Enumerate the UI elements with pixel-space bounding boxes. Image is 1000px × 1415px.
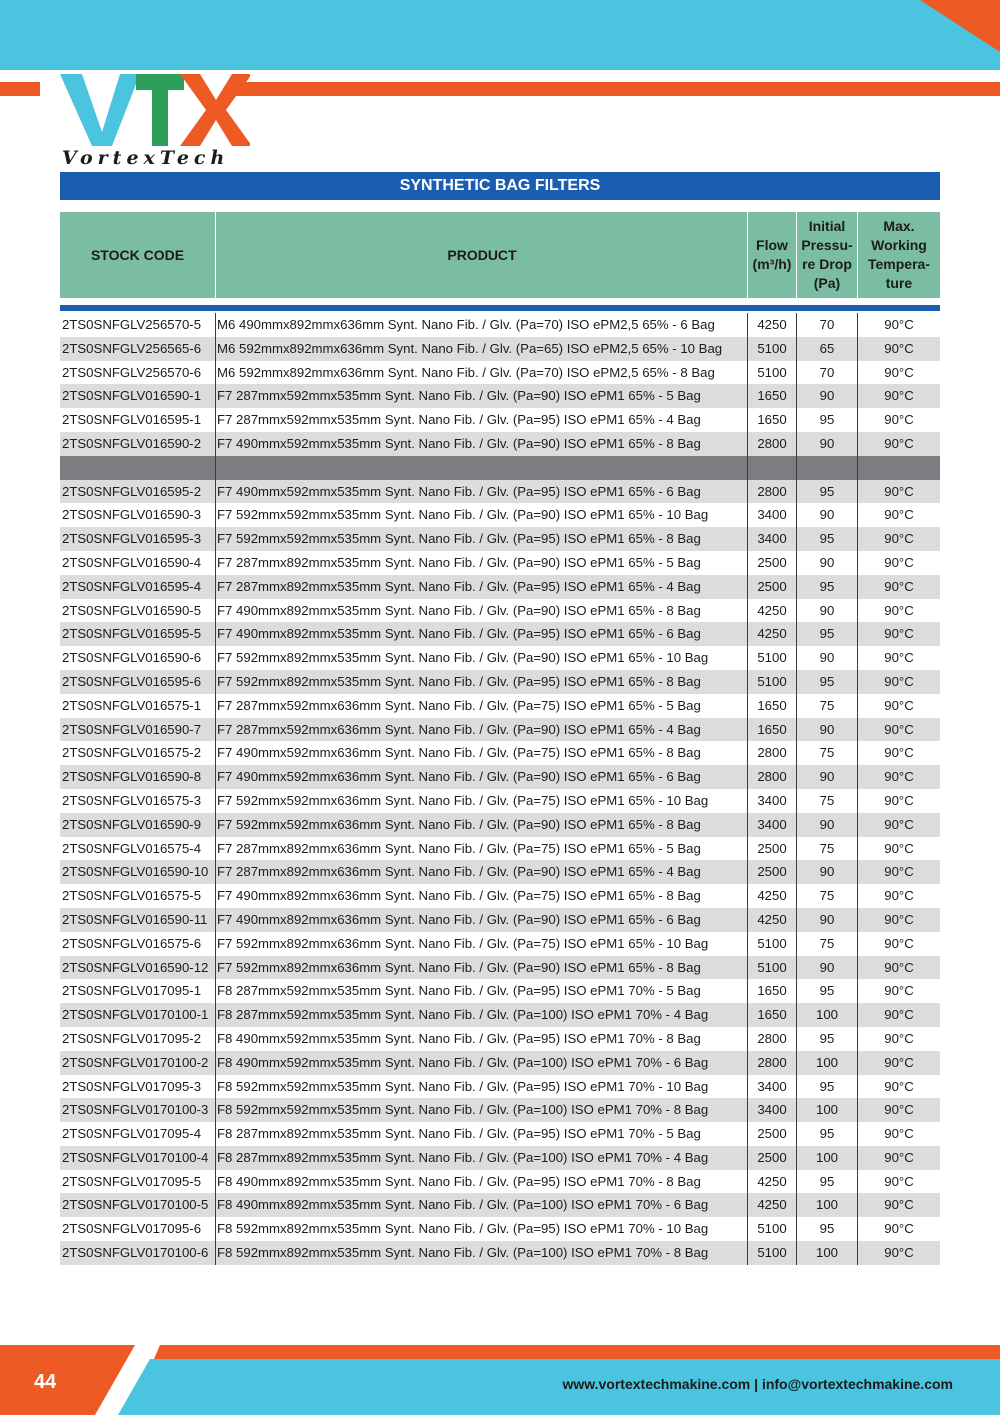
- temperature-cell: 90°C: [884, 650, 914, 666]
- temperature-cell: 90°C: [884, 364, 914, 380]
- stock-code-cell: 2TS0SNFGLV016575-3: [62, 792, 202, 808]
- stock-code-cell: 2TS0SNFGLV017095-5: [62, 1173, 202, 1189]
- pressure-cell: 90: [819, 435, 835, 451]
- table-row: [60, 432, 940, 456]
- header-flow-line2: (m³/h): [752, 256, 792, 272]
- pressure-cell: 90: [819, 602, 835, 618]
- flow-cell: 1650: [757, 412, 787, 428]
- temperature-cell: 90°C: [884, 1197, 914, 1213]
- table-row: [60, 1051, 940, 1075]
- pressure-cell: 75: [819, 935, 835, 951]
- pressure-cell: 100: [815, 1197, 838, 1213]
- table-row: [60, 646, 940, 670]
- temperature-cell: 90°C: [884, 1102, 914, 1118]
- flow-cell: 5100: [757, 1221, 787, 1237]
- header-flow: [748, 212, 796, 298]
- temperature-cell: 90°C: [884, 983, 914, 999]
- pressure-cell: 75: [819, 888, 835, 904]
- product-cell: F7 287mmx892mmx636mm Synt. Nano Fib. / Glv. (Pa=75) ISO ePM1 65% - 5 Bag: [217, 840, 701, 856]
- pressure-cell: 95: [819, 1221, 835, 1237]
- stock-code-cell: 2TS0SNFGLV017095-2: [62, 1030, 202, 1046]
- stock-code-cell: 2TS0SNFGLV256570-5: [62, 317, 202, 332]
- temperature-cell: 90°C: [884, 340, 914, 356]
- temperature-cell: 90°C: [884, 1245, 914, 1261]
- table-row: [60, 1003, 940, 1027]
- header-divider: [215, 212, 216, 298]
- stock-code-cell: 2TS0SNFGLV017095-3: [62, 1078, 202, 1094]
- stock-code-cell: 2TS0SNFGLV0170100-4: [62, 1149, 209, 1165]
- product-cell: F7 287mmx592mmx636mm Synt. Nano Fib. / Glv. (Pa=90) ISO ePM1 65% - 4 Bag: [217, 721, 701, 737]
- flow-cell: 5100: [757, 364, 787, 380]
- product-cell: F8 490mmx592mmx535mm Synt. Nano Fib. / Glv. (Pa=100) ISO ePM1 70% - 6 Bag: [217, 1054, 709, 1070]
- table-row: [60, 1122, 940, 1146]
- table-row: [60, 694, 940, 718]
- flow-cell: 3400: [757, 1078, 787, 1094]
- flow-cell: 2500: [757, 554, 787, 570]
- pressure-cell: 90: [819, 959, 835, 975]
- stock-code-cell: 2TS0SNFGLV016590-12: [62, 959, 209, 975]
- pressure-cell: 70: [819, 364, 835, 380]
- temperature-cell: 90°C: [884, 864, 914, 880]
- header-pressure-line3: re Drop: [802, 256, 852, 272]
- flow-cell: 5100: [757, 959, 787, 975]
- pressure-cell: 90: [819, 911, 835, 927]
- product-cell: F8 287mmx592mmx535mm Synt. Nano Fib. / Glv. (Pa=100) ISO ePM1 70% - 4 Bag: [217, 1007, 709, 1023]
- product-cell: F7 490mmx592mmx535mm Synt. Nano Fib. / Glv. (Pa=95) ISO ePM1 65% - 6 Bag: [217, 483, 701, 499]
- flow-cell: 4250: [757, 888, 787, 904]
- flow-cell: 4250: [757, 1197, 787, 1213]
- pressure-cell: 90: [819, 816, 835, 832]
- pressure-cell: 90: [819, 864, 835, 880]
- flow-cell: 1650: [757, 388, 787, 404]
- flow-cell: 2500: [757, 840, 787, 856]
- stock-code-cell: 2TS0SNFGLV016590-11: [62, 911, 208, 927]
- flow-cell: 4250: [757, 626, 787, 642]
- stock-code-cell: 2TS0SNFGLV016575-2: [62, 745, 202, 761]
- temperature-cell: 90°C: [884, 935, 914, 951]
- temperature-cell: 90°C: [884, 769, 914, 785]
- pressure-cell: 90: [819, 388, 835, 404]
- table-row: [60, 741, 940, 765]
- page-title: SYNTHETIC BAG FILTERS: [60, 172, 940, 200]
- flow-cell: 3400: [757, 507, 787, 523]
- product-cell: F8 592mmx592mmx535mm Synt. Nano Fib. / Glv. (Pa=95) ISO ePM1 70% - 10 Bag: [217, 1078, 709, 1094]
- header-product: PRODUCT: [447, 246, 517, 263]
- pressure-cell: 95: [819, 1126, 835, 1142]
- table-row: [60, 956, 940, 980]
- pressure-cell: 65: [819, 340, 835, 356]
- flow-cell: 2500: [757, 1126, 787, 1142]
- header-divider: [796, 212, 797, 298]
- temperature-cell: 90°C: [884, 554, 914, 570]
- header-pressure-line1: Initial: [808, 218, 846, 234]
- flow-cell: 5100: [757, 340, 787, 356]
- flow-cell: 3400: [757, 816, 787, 832]
- flow-cell: 1650: [757, 983, 787, 999]
- flow-cell: 2800: [757, 1054, 787, 1070]
- stock-code-cell: 2TS0SNFGLV016595-4: [62, 578, 202, 594]
- temperature-cell: 90°C: [884, 1149, 914, 1165]
- temperature-cell: 90°C: [884, 1221, 914, 1237]
- stock-code-cell: 2TS0SNFGLV0170100-1: [62, 1007, 209, 1023]
- header-pressure-line2: Pressu-: [801, 237, 853, 253]
- header-temp-line4: ture: [885, 275, 913, 291]
- product-cell: F7 592mmx892mmx535mm Synt. Nano Fib. / Glv. (Pa=90) ISO ePM1 65% - 10 Bag: [217, 650, 709, 666]
- temperature-cell: 90°C: [884, 673, 914, 689]
- temperature-cell: 90°C: [884, 1078, 914, 1094]
- top-stripe-left: [0, 82, 40, 96]
- flow-cell: 5100: [757, 673, 787, 689]
- table-row: [60, 337, 940, 361]
- table-row: [60, 384, 940, 408]
- flow-cell: 2800: [757, 1030, 787, 1046]
- product-table: [60, 313, 940, 1265]
- temperature-cell: 90°C: [884, 721, 914, 737]
- temperature-cell: 90°C: [884, 1054, 914, 1070]
- flow-cell: 3400: [757, 531, 787, 547]
- pressure-cell: 75: [819, 840, 835, 856]
- table-row: [60, 313, 940, 337]
- table-row: [60, 503, 940, 527]
- product-cell: F7 592mmx592mmx535mm Synt. Nano Fib. / Glv. (Pa=95) ISO ePM1 65% - 8 Bag: [217, 531, 701, 547]
- product-cell: F7 592mmx592mmx636mm Synt. Nano Fib. / Glv. (Pa=90) ISO ePM1 65% - 8 Bag: [217, 816, 701, 832]
- product-cell: F7 592mmx592mmx636mm Synt. Nano Fib. / Glv. (Pa=75) ISO ePM1 65% - 10 Bag: [217, 792, 709, 808]
- header-temp-line2: Working: [871, 237, 927, 253]
- table-row: [60, 1075, 940, 1099]
- product-cell: F7 592mmx892mmx636mm Synt. Nano Fib. / Glv. (Pa=90) ISO ePM1 65% - 8 Bag: [217, 959, 701, 975]
- pressure-cell: 95: [819, 578, 835, 594]
- product-cell: F7 287mmx592mmx535mm Synt. Nano Fib. / Glv. (Pa=90) ISO ePM1 65% - 5 Bag: [217, 388, 701, 404]
- header-temp-line3: Tempera-: [868, 256, 930, 272]
- flow-cell: 4250: [757, 1173, 787, 1189]
- stock-code-cell: 2TS0SNFGLV016590-3: [62, 507, 202, 523]
- stock-code-cell: 2TS0SNFGLV016575-6: [62, 935, 202, 951]
- stock-code-cell: 2TS0SNFGLV016595-1: [62, 412, 202, 428]
- product-cell: F8 592mmx592mmx535mm Synt. Nano Fib. / Glv. (Pa=100) ISO ePM1 70% - 8 Bag: [217, 1102, 709, 1118]
- page-number: 44: [34, 1371, 57, 1393]
- stock-code-cell: 2TS0SNFGLV016595-6: [62, 673, 202, 689]
- table-row: [60, 860, 940, 884]
- product-cell: F7 287mmx892mmx535mm Synt. Nano Fib. / Glv. (Pa=90) ISO ePM1 65% - 5 Bag: [217, 554, 701, 570]
- temperature-cell: 90°C: [884, 697, 914, 713]
- product-cell: F7 490mmx892mmx535mm Synt. Nano Fib. / Glv. (Pa=95) ISO ePM1 65% - 6 Bag: [217, 626, 701, 642]
- pressure-cell: 100: [815, 1149, 838, 1165]
- stock-code-cell: 2TS0SNFGLV016590-5: [62, 602, 202, 618]
- header-pressure-line4: (Pa): [813, 275, 841, 291]
- temperature-cell: 90°C: [884, 317, 914, 332]
- flow-cell: 2800: [757, 435, 787, 451]
- table-row: [60, 527, 940, 551]
- column-divider: [215, 313, 216, 1265]
- product-cell: F7 287mmx592mmx636mm Synt. Nano Fib. / Glv. (Pa=75) ISO ePM1 65% - 5 Bag: [217, 697, 701, 713]
- pressure-cell: 95: [819, 1030, 835, 1046]
- temperature-cell: 90°C: [884, 840, 914, 856]
- product-cell: F8 287mmx892mmx535mm Synt. Nano Fib. / Glv. (Pa=95) ISO ePM1 70% - 5 Bag: [217, 1126, 701, 1142]
- product-cell: F7 490mmx592mmx636mm Synt. Nano Fib. / Glv. (Pa=75) ISO ePM1 65% - 8 Bag: [217, 745, 701, 761]
- table-row: [60, 551, 940, 575]
- product-cell: F7 592mmx592mmx535mm Synt. Nano Fib. / Glv. (Pa=90) ISO ePM1 65% - 10 Bag: [217, 507, 709, 523]
- product-cell: F8 592mmx892mmx535mm Synt. Nano Fib. / Glv. (Pa=100) ISO ePM1 70% - 8 Bag: [217, 1245, 709, 1261]
- temperature-cell: 90°C: [884, 1173, 914, 1189]
- flow-cell: 5100: [757, 935, 787, 951]
- table-row: [60, 979, 940, 1003]
- product-cell: F8 287mmx592mmx535mm Synt. Nano Fib. / Glv. (Pa=95) ISO ePM1 70% - 5 Bag: [217, 983, 701, 999]
- pressure-cell: 95: [819, 531, 835, 547]
- flow-cell: 3400: [757, 792, 787, 808]
- stock-code-cell: 2TS0SNFGLV016595-5: [62, 626, 202, 642]
- pressure-cell: 95: [819, 412, 835, 428]
- product-cell: M6 490mmx892mmx636mm Synt. Nano Fib. / Glv. (Pa=70) ISO ePM2,5 65% - 6 Bag: [217, 317, 715, 332]
- pressure-cell: 95: [819, 983, 835, 999]
- product-cell: F8 490mmx892mmx535mm Synt. Nano Fib. / Glv. (Pa=100) ISO ePM1 70% - 6 Bag: [217, 1197, 709, 1213]
- stock-code-cell: 2TS0SNFGLV016590-1: [62, 388, 202, 404]
- pressure-cell: 100: [815, 1102, 838, 1118]
- temperature-cell: 90°C: [884, 602, 914, 618]
- table-row: [60, 908, 940, 932]
- table-row: [60, 1170, 940, 1194]
- table-row: [60, 575, 940, 599]
- stock-code-cell: 2TS0SNFGLV017095-4: [62, 1126, 202, 1142]
- temperature-cell: 90°C: [884, 435, 914, 451]
- flow-cell: 4250: [757, 911, 787, 927]
- pressure-cell: 95: [819, 1078, 835, 1094]
- flow-cell: 5100: [757, 650, 787, 666]
- pressure-cell: 95: [819, 1173, 835, 1189]
- product-cell: F7 592mmx892mmx636mm Synt. Nano Fib. / Glv. (Pa=75) ISO ePM1 65% - 10 Bag: [217, 935, 709, 951]
- product-cell: F7 287mmx592mmx535mm Synt. Nano Fib. / Glv. (Pa=95) ISO ePM1 65% - 4 Bag: [217, 412, 701, 428]
- stock-code-cell: 2TS0SNFGLV017095-6: [62, 1221, 202, 1237]
- temperature-cell: 90°C: [884, 1030, 914, 1046]
- table-row: [60, 789, 940, 813]
- column-divider: [857, 313, 858, 1265]
- temperature-cell: 90°C: [884, 1007, 914, 1023]
- product-cell: F8 490mmx892mmx535mm Synt. Nano Fib. / Glv. (Pa=95) ISO ePM1 70% - 8 Bag: [217, 1173, 701, 1189]
- stock-code-cell: 2TS0SNFGLV016590-7: [62, 721, 202, 737]
- table-row: [60, 765, 940, 789]
- temperature-cell: 90°C: [884, 792, 914, 808]
- flow-cell: 1650: [757, 721, 787, 737]
- stock-code-cell: 2TS0SNFGLV016590-9: [62, 816, 202, 832]
- stock-code-cell: 2TS0SNFGLV0170100-6: [62, 1245, 209, 1261]
- product-cell: M6 592mmx892mmx636mm Synt. Nano Fib. / Glv. (Pa=65) ISO ePM2,5 65% - 10 Bag: [217, 340, 723, 356]
- table-row: [60, 1098, 940, 1122]
- temperature-cell: 90°C: [884, 412, 914, 428]
- flow-cell: 2800: [757, 745, 787, 761]
- flow-cell: 3400: [757, 1102, 787, 1118]
- flow-cell: 1650: [757, 697, 787, 713]
- stock-code-cell: 2TS0SNFGLV0170100-5: [62, 1197, 209, 1213]
- temperature-cell: 90°C: [884, 959, 914, 975]
- pressure-cell: 90: [819, 650, 835, 666]
- pressure-cell: 70: [819, 317, 835, 332]
- product-cell: F7 490mmx892mmx636mm Synt. Nano Fib. / Glv. (Pa=75) ISO ePM1 65% - 8 Bag: [217, 888, 701, 904]
- table-row: [60, 1027, 940, 1051]
- pressure-cell: 100: [815, 1054, 838, 1070]
- pressure-cell: 100: [815, 1245, 838, 1261]
- table-row: [60, 1193, 940, 1217]
- column-divider: [747, 313, 748, 1265]
- table-row: [60, 837, 940, 861]
- stock-code-cell: 2TS0SNFGLV016595-3: [62, 531, 202, 547]
- header-stock-code: STOCK CODE: [90, 246, 185, 263]
- table-row: [60, 361, 940, 385]
- top-corner-accent: [820, 0, 1000, 70]
- temperature-cell: 90°C: [884, 626, 914, 642]
- flow-cell: 2800: [757, 769, 787, 785]
- table-row: [60, 480, 940, 504]
- temperature-cell: 90°C: [884, 507, 914, 523]
- top-stripe-right: [232, 82, 1000, 96]
- header-divider: [747, 212, 748, 298]
- table-row: [60, 813, 940, 837]
- product-cell: F7 490mmx892mmx535mm Synt. Nano Fib. / Glv. (Pa=90) ISO ePM1 65% - 8 Bag: [217, 602, 701, 618]
- temperature-cell: 90°C: [884, 1126, 914, 1142]
- stock-code-cell: 2TS0SNFGLV016590-10: [62, 864, 209, 880]
- stock-code-cell: 2TS0SNFGLV256565-6: [62, 340, 202, 356]
- temperature-cell: 90°C: [884, 911, 914, 927]
- stock-code-cell: 2TS0SNFGLV016590-8: [62, 769, 202, 785]
- stock-code-cell: 2TS0SNFGLV016590-4: [62, 554, 202, 570]
- stock-code-cell: 2TS0SNFGLV016575-5: [62, 888, 202, 904]
- pressure-cell: 95: [819, 626, 835, 642]
- column-divider: [796, 313, 797, 1265]
- header-pressure-drop: [797, 212, 857, 298]
- temperature-cell: 90°C: [884, 578, 914, 594]
- temperature-cell: 90°C: [884, 745, 914, 761]
- header-temp-line1: Max.: [883, 218, 915, 234]
- temperature-cell: 90°C: [884, 531, 914, 547]
- table-row: [60, 622, 940, 646]
- product-cell: F8 490mmx592mmx535mm Synt. Nano Fib. / Glv. (Pa=95) ISO ePM1 70% - 8 Bag: [217, 1030, 701, 1046]
- table-row: [60, 718, 940, 742]
- table-row: [60, 1217, 940, 1241]
- product-cell: F7 287mmx892mmx636mm Synt. Nano Fib. / Glv. (Pa=90) ISO ePM1 65% - 4 Bag: [217, 864, 701, 880]
- stock-code-cell: 2TS0SNFGLV256570-6: [62, 364, 202, 380]
- pressure-cell: 95: [819, 673, 835, 689]
- flow-cell: 4250: [757, 317, 787, 332]
- table-header: [60, 212, 940, 298]
- stock-code-cell: 2TS0SNFGLV016590-6: [62, 650, 202, 666]
- header-flow-line1: Flow: [756, 237, 788, 253]
- temperature-cell: 90°C: [884, 483, 914, 499]
- brand-name: VortexTech: [62, 147, 230, 169]
- product-cell: F8 287mmx892mmx535mm Synt. Nano Fib. / Glv. (Pa=100) ISO ePM1 70% - 4 Bag: [217, 1149, 709, 1165]
- pressure-cell: 75: [819, 792, 835, 808]
- temperature-cell: 90°C: [884, 888, 914, 904]
- temperature-cell: 90°C: [884, 816, 914, 832]
- pressure-cell: 75: [819, 697, 835, 713]
- flow-cell: 2500: [757, 578, 787, 594]
- pressure-cell: 100: [815, 1007, 838, 1023]
- stock-code-cell: 2TS0SNFGLV0170100-2: [62, 1054, 209, 1070]
- stock-code-cell: 2TS0SNFGLV016575-4: [62, 840, 202, 856]
- stock-code-cell: 2TS0SNFGLV0170100-3: [62, 1102, 209, 1118]
- table-row: [60, 884, 940, 908]
- pressure-cell: 75: [819, 745, 835, 761]
- flow-cell: 2800: [757, 483, 787, 499]
- pressure-cell: 90: [819, 507, 835, 523]
- product-cell: F7 490mmx892mmx636mm Synt. Nano Fib. / Glv. (Pa=90) ISO ePM1 65% - 6 Bag: [217, 911, 701, 927]
- flow-cell: 2500: [757, 864, 787, 880]
- stock-code-cell: 2TS0SNFGLV016595-2: [62, 483, 202, 499]
- product-cell: F7 592mmx892mmx535mm Synt. Nano Fib. / Glv. (Pa=95) ISO ePM1 65% - 8 Bag: [217, 673, 701, 689]
- pressure-cell: 90: [819, 769, 835, 785]
- product-cell: F7 490mmx592mmx636mm Synt. Nano Fib. / Glv. (Pa=90) ISO ePM1 65% - 6 Bag: [217, 769, 701, 785]
- temperature-cell: 90°C: [884, 388, 914, 404]
- pressure-cell: 90: [819, 721, 835, 737]
- pressure-cell: 90: [819, 554, 835, 570]
- product-cell: M6 592mmx892mmx636mm Synt. Nano Fib. / Glv. (Pa=70) ISO ePM2,5 65% - 8 Bag: [217, 364, 715, 380]
- stock-code-cell: 2TS0SNFGLV016575-1: [62, 697, 202, 713]
- flow-cell: 5100: [757, 1245, 787, 1261]
- header-temperature: [858, 212, 940, 298]
- table-row: [60, 1241, 940, 1265]
- stock-code-cell: 2TS0SNFGLV016590-2: [62, 435, 202, 451]
- product-cell: F7 490mmx592mmx535mm Synt. Nano Fib. / Glv. (Pa=90) ISO ePM1 65% - 8 Bag: [217, 435, 701, 451]
- table-row: [60, 670, 940, 694]
- table-row: [60, 932, 940, 956]
- flow-cell: 4250: [757, 602, 787, 618]
- footer-contact: www.vortextechmakine.com | info@vortextechmakine.com: [562, 1376, 953, 1392]
- flow-cell: 1650: [757, 1007, 787, 1023]
- table-row: [60, 408, 940, 432]
- stock-code-cell: 2TS0SNFGLV017095-1: [62, 983, 202, 999]
- flow-cell: 2500: [757, 1149, 787, 1165]
- pressure-cell: 95: [819, 483, 835, 499]
- header-underline: [60, 305, 940, 311]
- table-row: [60, 1146, 940, 1170]
- table-row: [60, 599, 940, 623]
- header-divider: [857, 212, 858, 298]
- product-cell: F7 287mmx892mmx535mm Synt. Nano Fib. / Glv. (Pa=95) ISO ePM1 65% - 4 Bag: [217, 578, 701, 594]
- product-cell: F8 592mmx892mmx535mm Synt. Nano Fib. / Glv. (Pa=95) ISO ePM1 70% - 10 Bag: [217, 1221, 709, 1237]
- table-section-divider: [60, 456, 940, 480]
